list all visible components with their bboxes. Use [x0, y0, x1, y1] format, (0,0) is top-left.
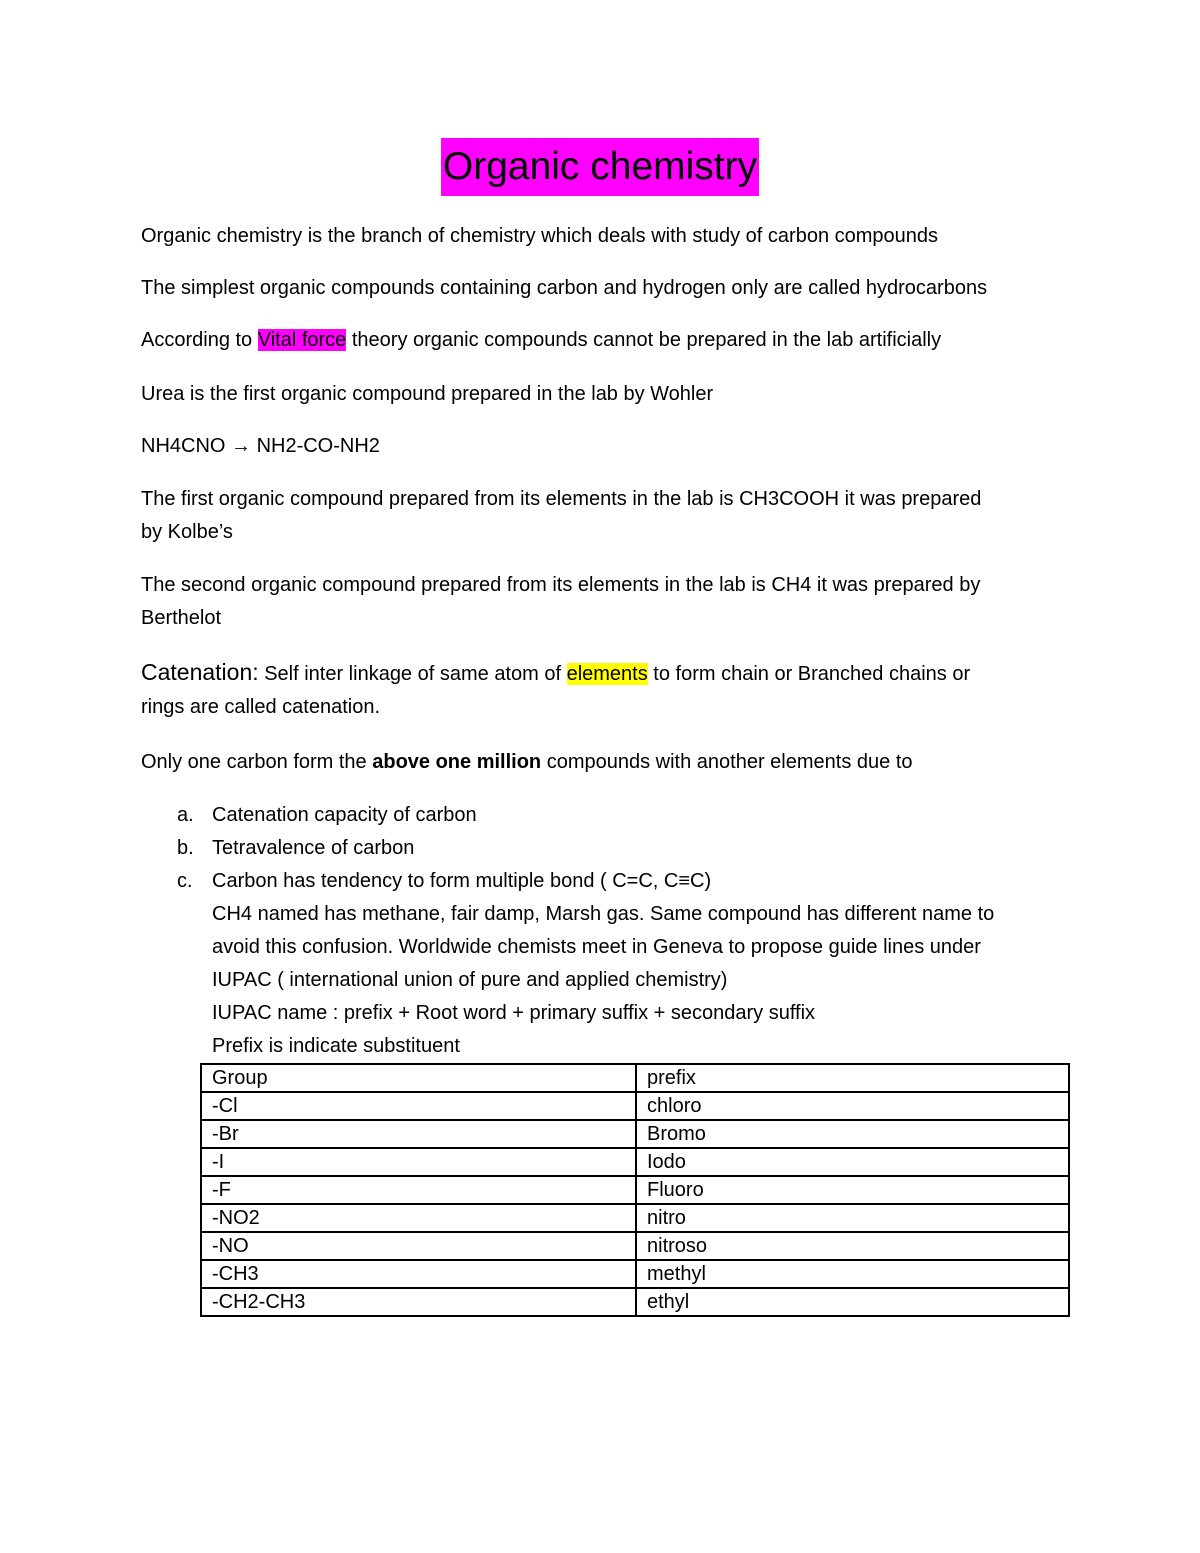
table-row — [201, 1120, 1069, 1148]
paragraph-hydrocarbons: The simplest organic compounds containing carbon and hydrogen only are called hydrocarbons — [141, 277, 988, 299]
list-marker: b. — [177, 837, 194, 859]
list-item — [141, 832, 1081, 865]
million-after: compounds with another elements due to — [541, 751, 913, 773]
million-before: Only one carbon form the — [141, 751, 373, 773]
table-cell-group: -CH3 — [201, 1260, 636, 1288]
catenation-before: Self inter linkage of same atom of — [258, 663, 567, 685]
vital-force-before: According to — [141, 329, 258, 351]
table-header-prefix: prefix — [636, 1064, 1069, 1092]
continuation-line: IUPAC ( international union of pure and applied chemistry) — [212, 969, 728, 991]
paragraph-equation — [141, 430, 1081, 463]
table-cell-group: -NO2 — [201, 1204, 636, 1232]
paragraph-vital-force — [141, 324, 1081, 357]
table-cell-prefix: ethyl — [636, 1288, 1069, 1316]
list-item-text: Tetravalence of carbon — [212, 837, 415, 859]
table-cell-group: -Br — [201, 1120, 636, 1148]
list-continuation — [141, 898, 1081, 1063]
table-cell-group: -F — [201, 1176, 636, 1204]
paragraph-definition: Organic chemistry is the branch of chemistry which deals with study of carbon compounds — [141, 225, 939, 247]
table-cell-prefix: Fluoro — [636, 1176, 1069, 1204]
berthelot-line-2: Berthelot — [141, 607, 222, 629]
catenation-highlight: elements — [566, 663, 648, 685]
table-row — [201, 1232, 1069, 1260]
paragraph-berthelot — [141, 569, 1081, 635]
title-container — [0, 138, 1200, 196]
list-item-text: Carbon has tendency to form multiple bond ( C=C, C≡C) — [212, 870, 712, 892]
list-item — [141, 865, 1081, 898]
table-cell-prefix: methyl — [636, 1260, 1069, 1288]
kolbe-line-2: by Kolbe’s — [141, 521, 233, 543]
table-cell-prefix: nitroso — [636, 1232, 1069, 1260]
table-row — [201, 1176, 1069, 1204]
arrow-right-icon: → — [231, 435, 252, 457]
continuation-line: avoid this confusion. Worldwide chemists meet in Geneva to propose guide lines under — [212, 936, 981, 958]
table-header-row — [201, 1064, 1069, 1092]
paragraph-urea: Urea is the first organic compound prepared in the lab by Wohler — [141, 383, 714, 405]
table-cell-prefix: nitro — [636, 1204, 1069, 1232]
paragraph-kolbe — [141, 483, 1081, 549]
continuation-line: IUPAC name : prefix + Root word + primary suffix + secondary suffix — [212, 1002, 816, 1024]
table-cell-group: -I — [201, 1148, 636, 1176]
catenation-line-2: rings are called catenation. — [141, 696, 381, 718]
reasons-list — [141, 799, 1081, 1063]
table-row — [201, 1288, 1069, 1316]
paragraph-million — [141, 746, 1081, 779]
million-bold: above one million — [372, 751, 542, 773]
table-cell-prefix: Bromo — [636, 1120, 1069, 1148]
list-marker: c. — [177, 870, 193, 892]
continuation-line: Prefix is indicate substituent — [212, 1035, 460, 1057]
catenation-line-1 — [141, 656, 1081, 691]
kolbe-line-1: The first organic compound prepared from its elements in the lab is CH3COOH it was prepared — [141, 488, 982, 510]
table-row — [201, 1092, 1069, 1120]
table-cell-prefix: Iodo — [636, 1148, 1069, 1176]
berthelot-line-1: The second organic compound prepared from its elements in the lab is CH4 it was prepared by — [141, 574, 981, 596]
prefix-table — [200, 1063, 1070, 1317]
list-marker: a. — [177, 804, 194, 826]
paragraph-catenation — [141, 656, 1081, 724]
table-cell-prefix: chloro — [636, 1092, 1069, 1120]
continuation-line: CH4 named has methane, fair damp, Marsh gas. Same compound has different name to — [212, 903, 995, 925]
vital-force-highlight: Vital force — [257, 329, 347, 351]
catenation-after: to form chain or Branched chains or — [647, 663, 971, 685]
list-item-text: Catenation capacity of carbon — [212, 804, 477, 826]
catenation-term: Catenation: — [141, 659, 259, 685]
table-cell-group: -CH2-CH3 — [201, 1288, 636, 1316]
list-item — [141, 799, 1081, 832]
table-cell-group: -Cl — [201, 1092, 636, 1120]
table-cell-group: -NO — [201, 1232, 636, 1260]
page-title: Organic chemistry — [441, 138, 759, 196]
table-row — [201, 1204, 1069, 1232]
vital-force-after: theory organic compounds cannot be prepared in the lab artificially — [346, 329, 942, 351]
table-header-group: Group — [201, 1064, 636, 1092]
equation-reactant: NH4CNO — [141, 435, 232, 457]
table-row — [201, 1260, 1069, 1288]
equation-product: NH2-CO-NH2 — [251, 435, 380, 457]
table-row — [201, 1148, 1069, 1176]
